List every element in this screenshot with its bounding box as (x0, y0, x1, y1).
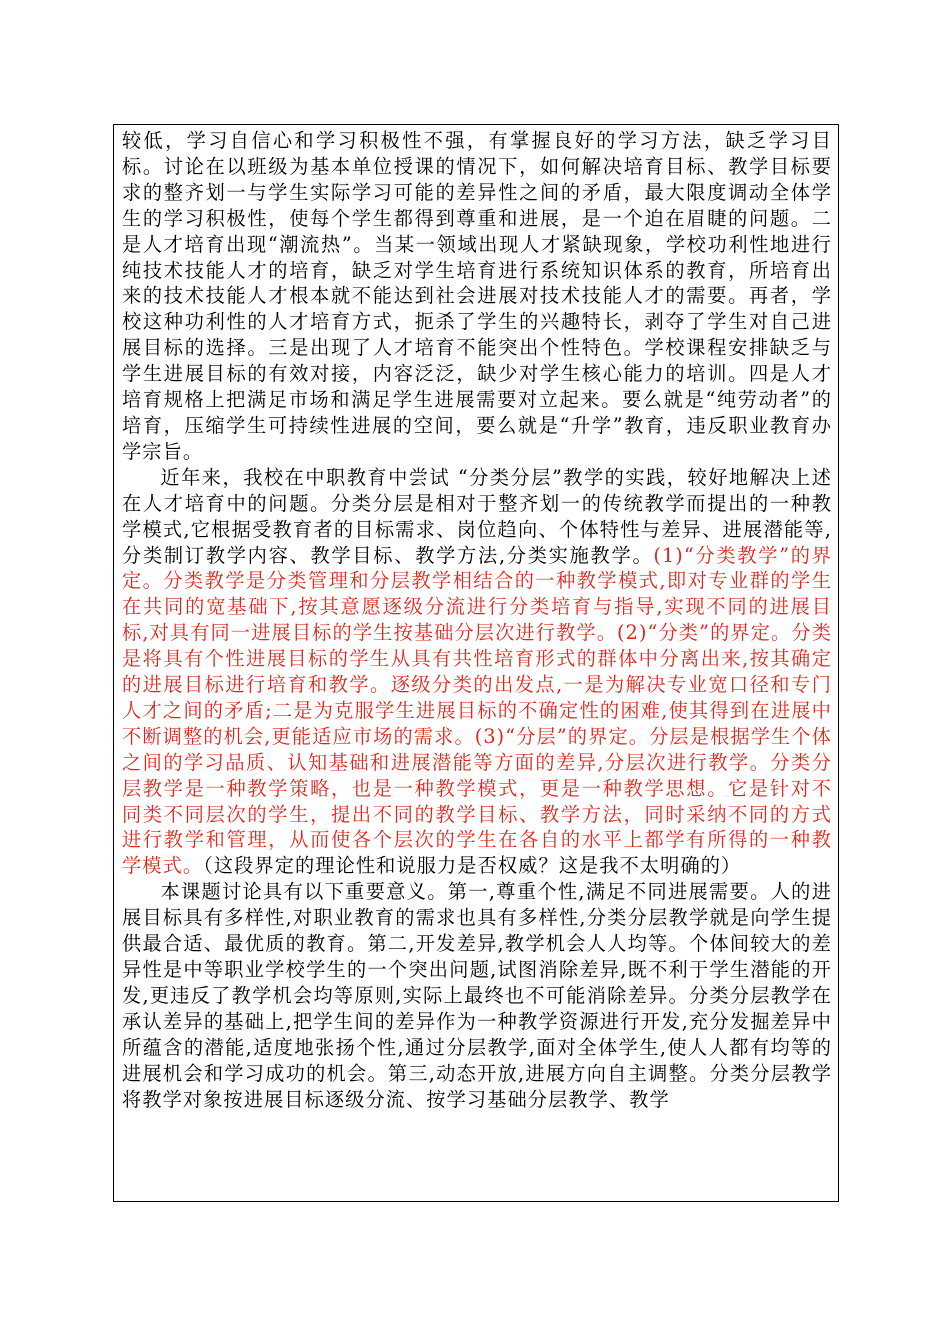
highlighted-definitions: (1)“分类教学”的界定。分类教学是分类管理和分层教学相结合的一种教学模式,即对专业群的学生在共同的宽基础下,按其意愿逐级分流进行分类培育与指导,实现不同的进展目标,对具有同一进展目标的学生按基础分层次进行教学。(2)“分类”的界定。分类是将具有个性进展目标的学生从具有共性培育形式的群体中分离出来,按其确定的进展目标进行培育和教学。逐级分类的出发点,一是为解决专业宽口径和专门人才之间的矛盾;二是为克服学生进展目标的不确定性的困难,使其得到在进展中不断调整的机会,更能适应市场的需求。(3)“分层”的界定。分层是根据学生个体之间的学习品质、认知基础和进展潜能等方面的差异,分层次进行教学。分类分层教学是一种教学策略，也是一种教学模式，更是一种教学思想。它是针对不同类不同层次的学生，提出不同的教学目标、教学方法，同时采纳不同的方式进行教学和管理，从而使各个层次的学生在各自的水平上都学有所得的一种教学模式。 (122, 543, 832, 878)
paragraph-classified-layered-teaching (122, 465, 832, 880)
paragraph-research-significance: 本课题讨论具有以下重要意义。第一,尊重个性,满足不同进展需要。人的进展目标具有多样性,对职业教育的需求也具有多样性,分类分层教学就是向学生提供最合适、最优质的教育。第二,开发差异,教学机会人人均等。个体间较大的差异性是中等职业学校学生的一个突出问题,试图消除差异,既不利于学生潜能的开发,更违反了教学机会均等原则,实际上最终也不可能消除差异。分类分层教学在承认差异的基础上,把学生间的差异作为一种教学资源进行开发,充分发掘差异中所蕴含的潜能,适度地张扬个性,通过分层教学,面对全体学生,使人人都有均等的进展机会和学习成功的机会。第三,动态开放,进展方向自主调整。分类分层教学将教学对象按进展目标逐级分流、按学习基础分层教学、教学 (122, 880, 832, 1111)
bordered-text-frame (113, 124, 839, 1202)
paragraph-intro-text: 近年来，我校在中职教育中尝试 “分类分层”教学的实践，较好地解决上述在人才培育中的问题。分类分层是相对于整齐划一的传统教学而提出的一种教学模式,它根据受教育者的目标需求、岗位趋向、个体特性与差异、进展潜能等,分类制订教学内容、教学目标、教学方法,分类实施教学。 (122, 465, 832, 567)
paragraph-training-problems: 较低，学习自信心和学习积极性不强，有掌握良好的学习方法，缺乏学习目标。讨论在以班级为基本单位授课的情况下，如何解决培育目标、教学目标要求的整齐划一与学生实际学习可能的差异性之间的矛盾，最大限度调动全体学生的学习积极性，使每个学生都得到尊重和进展，是一个迫在眉睫的问题。二是人才培育出现“潮流热”。当某一领域出现人才紧缺现象，学校功利性地进行纯技术技能人才的培育，缺乏对学生培育进行系统知识体系的教育，所培育出来的技术技能人才根本就不能达到社会进展对技术技能人才的需要。再者，学校这种功利性的人才培育方式，扼杀了学生的兴趣特长，剥夺了学生对自己进展目标的选择。三是出现了人才培育不能突出个性特色。学校课程安排缺乏与学生进展目标的有效对接，内容泛泛，缺少对学生核心能力的培训。四是人才培育规格上把满足市场和满足学生进展需要对立起来。要么就是“纯劳动者”的培育，压缩学生可持续性进展的空间，要么就是“升学”教育，违反职业教育办学宗旨。 (122, 129, 832, 463)
author-note: （这段界定的理论性和说服力是否权威？这是我不太明确的） (203, 854, 742, 878)
document-body (122, 128, 832, 1112)
